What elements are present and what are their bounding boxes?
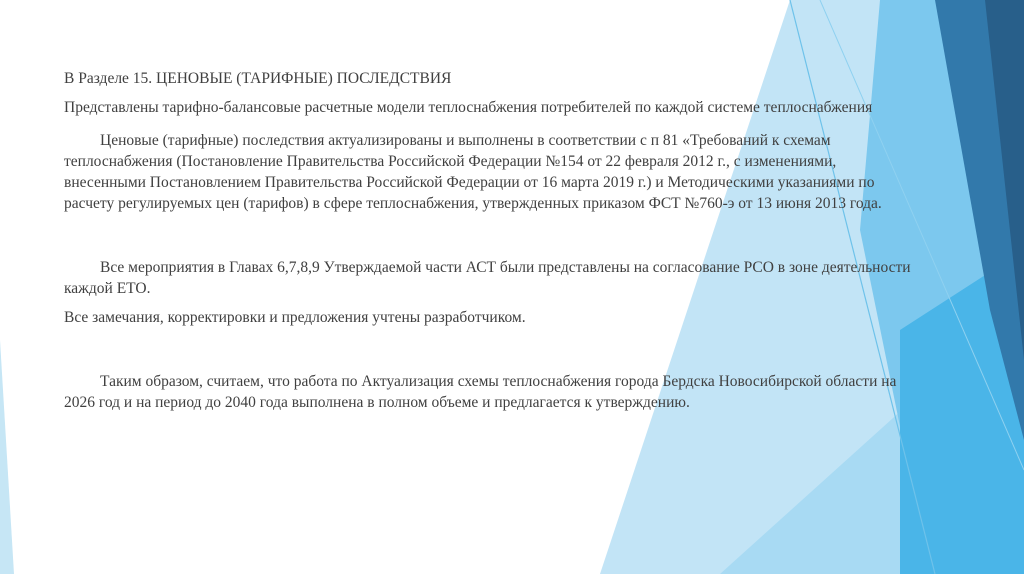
slide-heading: В Разделе 15. ЦЕНОВЫЕ (ТАРИФНЫЕ) ПОСЛЕДСТВИЯ [64, 70, 452, 87]
paragraph-conclusion: Таким образом, считаем, что работа по Актуализация схемы теплоснабжения города Бердска Новосибирской области на 2026 год и на период до 2040 года выполнена в полном объеме и предлагается к утверждению. [64, 373, 897, 411]
left-edge-triangle [0, 340, 14, 574]
paragraph-models: Представлены тарифно-балансовые расчетные модели теплоснабжения потребителей по каждой системе теплоснабжения [64, 99, 873, 116]
paragraph-measures: Все мероприятия в Главах 6,7,8,9 Утверждаемой части АСТ были представлены на согласование РСО в зоне деятельности каждой ЕТО. [64, 259, 911, 297]
paragraph-remarks: Все замечания, корректировки и предложения учтены разработчиком. [64, 309, 526, 326]
slide-body [64, 68, 919, 413]
paragraph-tariff-consequences: Ценовые (тарифные) последствия актуализированы и выполнены в соответствии с п 81 «Требований к схемам теплоснабжения (Постановление Правительства Российской Федерации №154 от 22 февраля 2012 г., с изменениями, внесенными Постановлением Правительства Российской Федерации от 16 марта 2019 г.) и Методическими указаниями по расчету регулируемых цен (тарифов) в сфере теплоснабжения, утвержденных приказом ФСТ №760-э от 13 июня 2013 года. [64, 132, 882, 212]
